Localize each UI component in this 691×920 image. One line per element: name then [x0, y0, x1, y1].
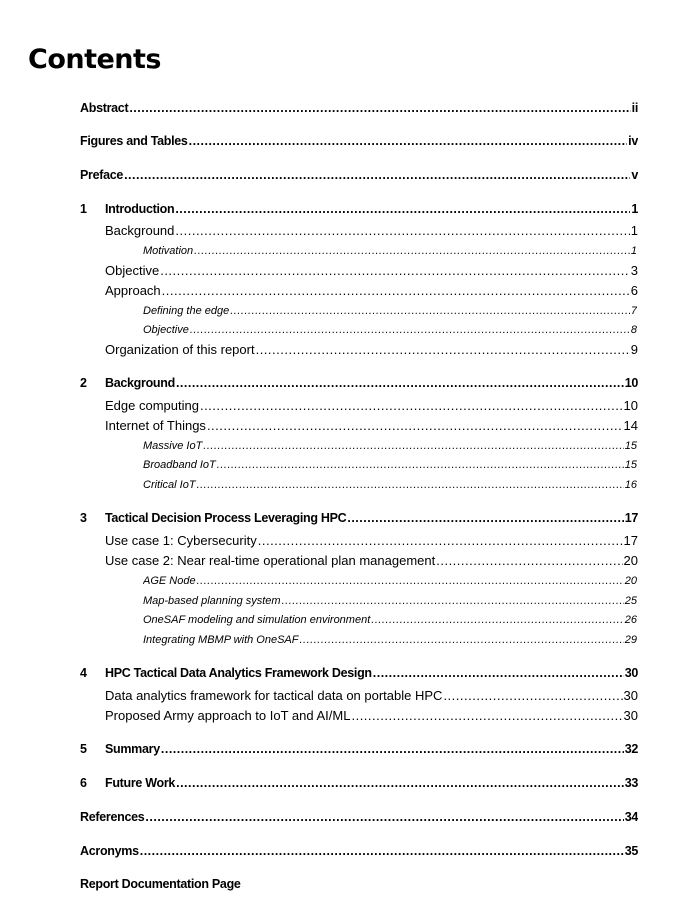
toc-label: Defining the edge — [143, 305, 230, 317]
toc-section-internet-of-things[interactable] — [105, 418, 638, 433]
toc-entry-figures-and-tables[interactable] — [80, 134, 638, 148]
toc-page-number: 33 — [624, 776, 638, 790]
toc-label: Figures and Tables — [80, 134, 188, 148]
chapter-number: 2 — [80, 376, 87, 390]
toc-chapter-summary[interactable] — [105, 742, 638, 756]
toc-label: Approach — [105, 283, 161, 298]
toc-page-number: 15 — [624, 459, 637, 471]
dot-leader — [162, 283, 630, 298]
toc-page-number: 20 — [623, 553, 638, 568]
dot-leader — [203, 440, 623, 452]
dot-leader — [140, 844, 624, 858]
toc-subsection-broadband-iot[interactable] — [143, 459, 637, 471]
dot-leader — [436, 553, 622, 568]
toc-chapter-background[interactable] — [105, 376, 638, 390]
toc-page-number: v — [631, 168, 638, 182]
dot-leader — [161, 742, 624, 756]
dot-leader — [443, 688, 622, 703]
dot-leader — [197, 575, 624, 587]
toc-label: Summary — [105, 742, 160, 756]
toc-subsection-massive-iot[interactable] — [143, 440, 637, 452]
toc-page-number: 6 — [630, 283, 638, 298]
toc-label: HPC Tactical Data Analytics Framework Design — [105, 666, 372, 680]
toc-section-organization[interactable] — [105, 342, 638, 357]
toc-page-number: 7 — [630, 305, 637, 317]
chapter-number: 4 — [80, 666, 87, 680]
toc-label: Preface — [80, 168, 124, 182]
toc-page-number: 17 — [623, 533, 638, 548]
chapter-number: 3 — [80, 511, 87, 525]
toc-label: Use case 2: Near real-time operational plan management — [105, 553, 436, 568]
toc-subsection-onesaf-modeling[interactable] — [143, 614, 637, 626]
toc-label: Background — [105, 223, 175, 238]
dot-leader — [145, 810, 623, 824]
toc-page-number: 32 — [624, 742, 638, 756]
toc-label: AGE Node — [143, 575, 196, 587]
toc-entry-abstract[interactable] — [80, 101, 638, 115]
dot-leader — [200, 398, 623, 413]
toc-page-number: 10 — [623, 398, 638, 413]
toc-label: Introduction — [105, 202, 175, 216]
dot-leader — [129, 101, 630, 115]
toc-page-number: 9 — [630, 342, 638, 357]
toc-subsection-objective[interactable] — [143, 324, 637, 336]
toc-subsection-defining-the-edge[interactable] — [143, 305, 637, 317]
dot-leader — [194, 245, 630, 257]
dot-leader — [175, 223, 629, 238]
toc-label: Abstract — [80, 101, 129, 115]
toc-subsection-map-based-planning[interactable] — [143, 595, 637, 607]
dot-leader — [347, 511, 623, 525]
dot-leader — [175, 202, 630, 216]
dot-leader — [124, 168, 630, 182]
dot-leader — [176, 776, 624, 790]
toc-page-number: 29 — [624, 634, 637, 646]
toc-page-number: 1 — [630, 245, 637, 257]
chapter-number: 5 — [80, 742, 87, 756]
toc-page-number: 25 — [624, 595, 637, 607]
toc-label: Critical IoT — [143, 479, 196, 491]
dot-leader — [190, 324, 630, 336]
toc-entry-acronyms[interactable] — [80, 844, 638, 858]
dot-leader — [197, 479, 624, 491]
dot-leader — [207, 418, 623, 433]
toc-section-edge-computing[interactable] — [105, 398, 638, 413]
toc-page-number: 17 — [624, 511, 638, 525]
toc-page-number: ii — [631, 101, 638, 115]
toc-page-number: 35 — [624, 844, 638, 858]
toc-label: Edge computing — [105, 398, 199, 413]
toc-page-number: 8 — [630, 324, 637, 336]
toc-section-use-case-1[interactable] — [105, 533, 638, 548]
dot-leader — [300, 634, 624, 646]
dot-leader — [176, 376, 624, 390]
dot-leader — [230, 305, 630, 317]
toc-subsection-motivation[interactable] — [143, 245, 637, 257]
toc-subsection-age-node[interactable] — [143, 575, 637, 587]
dot-leader — [282, 595, 624, 607]
toc-label: Future Work — [105, 776, 176, 790]
toc-entry-references[interactable] — [80, 810, 638, 824]
toc-section-objective[interactable] — [105, 263, 638, 278]
toc-page-number: 34 — [624, 810, 638, 824]
toc-label: Objective — [105, 263, 160, 278]
toc-page-number: 1 — [631, 202, 638, 216]
toc-label: Objective — [143, 324, 189, 336]
dot-leader — [256, 342, 630, 357]
toc-chapter-hpc-framework-design[interactable] — [105, 666, 638, 680]
toc-label: Massive IoT — [143, 440, 203, 452]
toc-section-data-analytics-framework[interactable] — [105, 688, 638, 703]
dot-leader — [351, 708, 622, 723]
toc-page-number: 30 — [623, 708, 638, 723]
toc-page-number: 15 — [624, 440, 637, 452]
dot-leader — [189, 134, 628, 148]
toc-page-number: 30 — [624, 666, 638, 680]
toc-label: Acronyms — [80, 844, 139, 858]
toc-section-proposed-army-approach[interactable] — [105, 708, 638, 723]
toc-page-number: 30 — [623, 688, 638, 703]
toc-label: Broadband IoT — [143, 459, 216, 471]
toc-chapter-introduction[interactable] — [105, 202, 638, 216]
toc-subsection-critical-iot[interactable] — [143, 479, 637, 491]
chapter-number: 1 — [80, 202, 87, 216]
toc-label: Organization of this report — [105, 342, 255, 357]
page-title: Contents — [28, 44, 162, 75]
toc-label: Internet of Things — [105, 418, 206, 433]
toc-label: Tactical Decision Process Leveraging HPC — [105, 511, 347, 525]
toc-page-number: 26 — [624, 614, 637, 626]
toc-label: Use case 1: Cybersecurity — [105, 533, 257, 548]
toc-label: Integrating MBMP with OneSAF — [143, 634, 299, 646]
toc-page-number: 10 — [624, 376, 638, 390]
toc-page-number: 16 — [624, 479, 637, 491]
toc-page-number: iv — [628, 134, 638, 148]
toc-section-background[interactable] — [105, 223, 638, 238]
dot-leader — [258, 533, 623, 548]
toc-page-number: 14 — [623, 418, 638, 433]
toc-entry-report-documentation-page[interactable]: Report Documentation Page — [80, 877, 241, 891]
toc-section-approach[interactable] — [105, 283, 638, 298]
toc-label: References — [80, 810, 145, 824]
toc-label: OneSAF modeling and simulation environment — [143, 614, 371, 626]
toc-subsection-integrating-mbmp[interactable] — [143, 634, 637, 646]
toc-label: Motivation — [143, 245, 194, 257]
toc-chapter-tactical-decision-process[interactable] — [105, 511, 638, 525]
toc-label: Background — [105, 376, 175, 390]
toc-label: Proposed Army approach to IoT and AI/ML — [105, 708, 351, 723]
dot-leader — [373, 666, 624, 680]
toc-page-number: 20 — [624, 575, 637, 587]
toc-page-number: 1 — [630, 223, 638, 238]
dot-leader — [160, 263, 630, 278]
dot-leader — [217, 459, 624, 471]
toc-label: Map-based planning system — [143, 595, 281, 607]
toc-page-number: 3 — [630, 263, 638, 278]
toc-label: Data analytics framework for tactical data on portable HPC — [105, 688, 443, 703]
toc-chapter-future-work[interactable] — [105, 776, 638, 790]
toc-entry-preface[interactable] — [80, 168, 638, 182]
toc-section-use-case-2[interactable] — [105, 553, 638, 568]
chapter-number: 6 — [80, 776, 87, 790]
dot-leader — [371, 614, 623, 626]
